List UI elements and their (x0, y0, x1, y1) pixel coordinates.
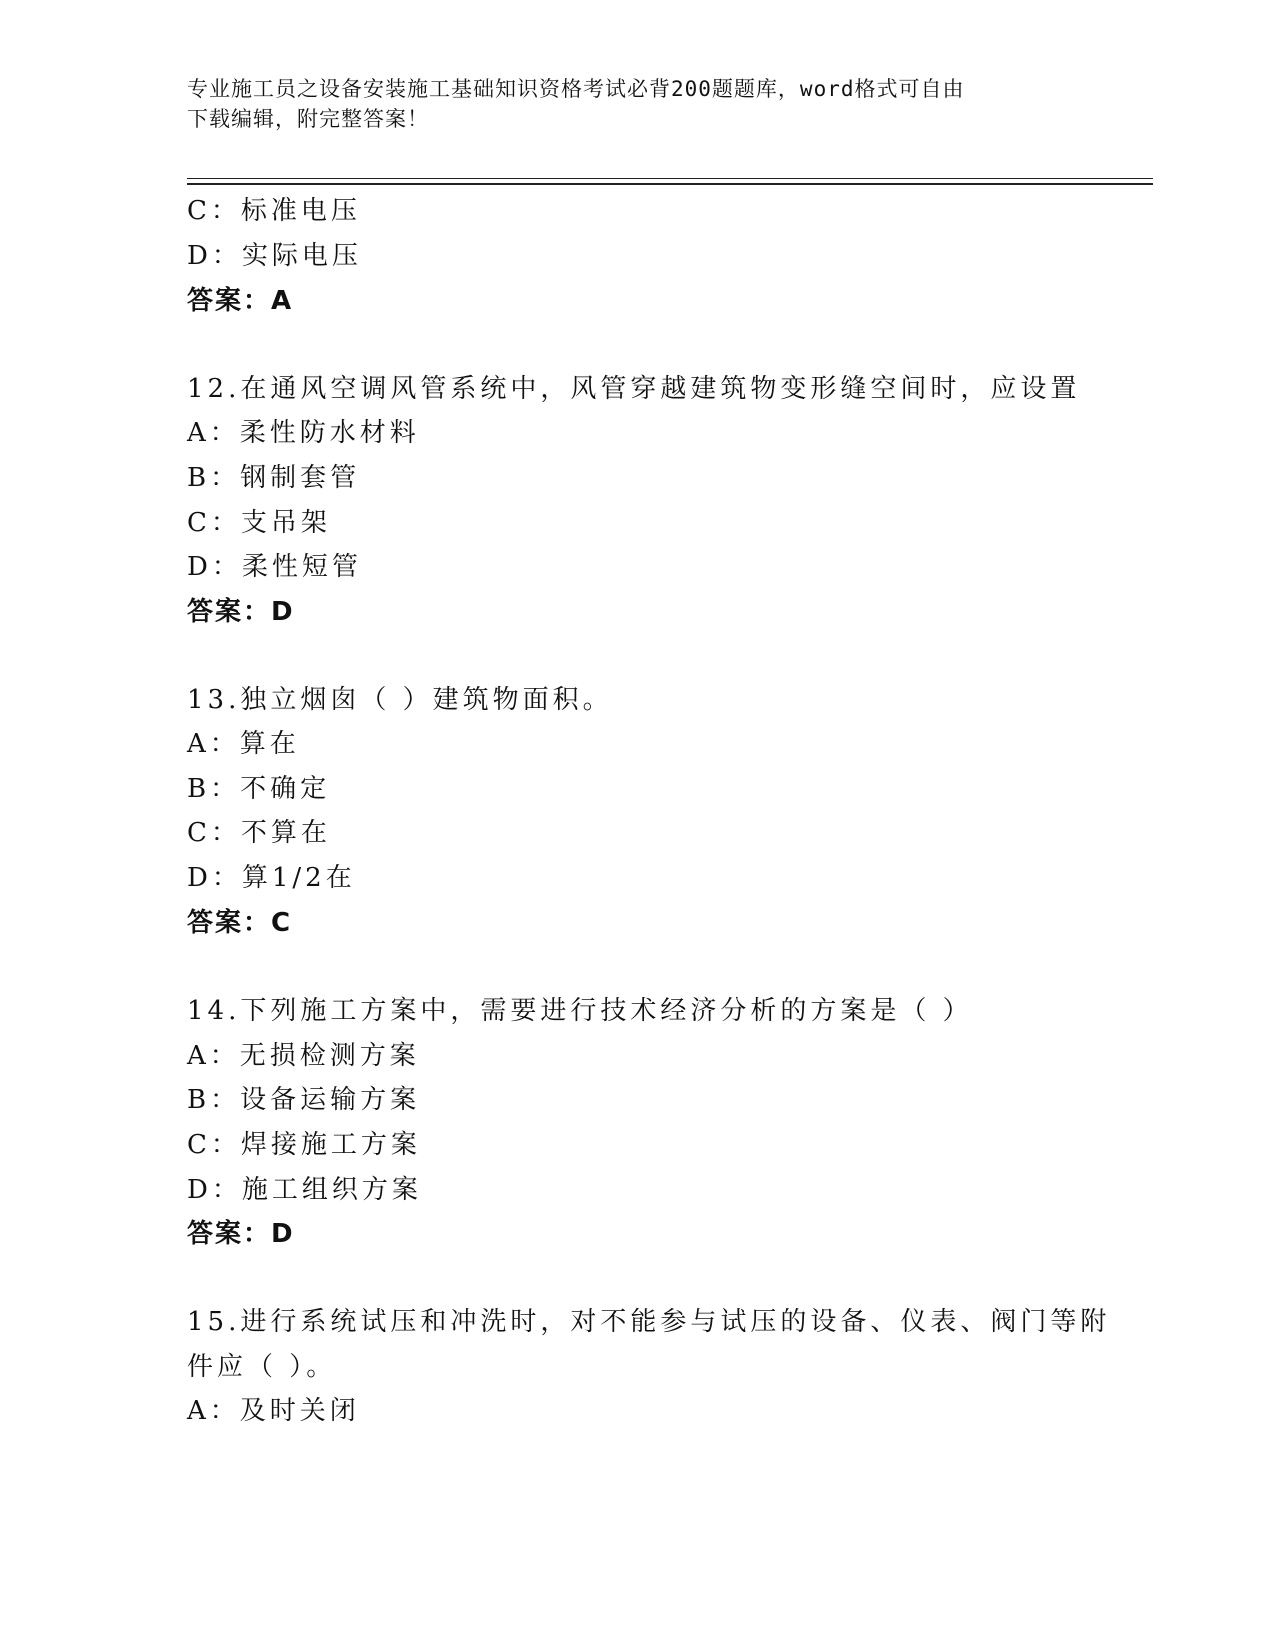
q12-option-a: A：柔性防水材料 (187, 418, 420, 448)
q11-option-c: C：标准电压 (187, 196, 361, 226)
q15-option-a: A：及时关闭 (187, 1396, 360, 1426)
q14-option-b: B：设备运输方案 (187, 1085, 421, 1115)
document-header (187, 74, 1067, 134)
q13-option-a: A：算在 (187, 729, 300, 759)
q12-answer: 答案：D (187, 597, 295, 627)
header-line-1: 专业施工员之设备安装施工基础知识资格考试必背200题题库，word格式可自由 (187, 77, 965, 101)
q15-stem-line-2: 件应（ ）。 (187, 1352, 337, 1382)
q13-option-d: D：算1/2在 (187, 863, 356, 893)
q13-option-c: C：不算在 (187, 818, 331, 848)
q13-option-b: B：不确定 (187, 774, 331, 804)
q12-stem: 12.在通风空调风管系统中，风管穿越建筑物变形缝空间时，应设置 (187, 374, 1081, 404)
header-divider-thick (187, 183, 1153, 185)
header-line-2: 下载编辑，附完整答案！ (187, 107, 429, 131)
q15-stem-line-1: 15.进行系统试压和冲洗时，对不能参与试压的设备、仪表、阀门等附 (187, 1307, 1111, 1337)
q14-answer: 答案：D (187, 1219, 295, 1249)
q12-option-c: C：支吊架 (187, 508, 331, 538)
q11-answer: 答案：A (187, 286, 294, 316)
q12-option-d: D：柔性短管 (187, 552, 362, 582)
q14-option-a: A：无损检测方案 (187, 1041, 420, 1071)
q12-option-b: B：钢制套管 (187, 463, 361, 493)
q14-option-c: C：焊接施工方案 (187, 1130, 421, 1160)
header-divider-thin (187, 178, 1153, 179)
q13-answer: 答案：C (187, 908, 293, 938)
q13-stem: 13.独立烟囱（ ）建筑物面积。 (187, 685, 613, 715)
q14-stem: 14.下列施工方案中，需要进行技术经济分析的方案是（ ） (187, 996, 973, 1026)
q14-option-d: D：施工组织方案 (187, 1175, 422, 1205)
q11-option-d: D：实际电压 (187, 241, 362, 271)
